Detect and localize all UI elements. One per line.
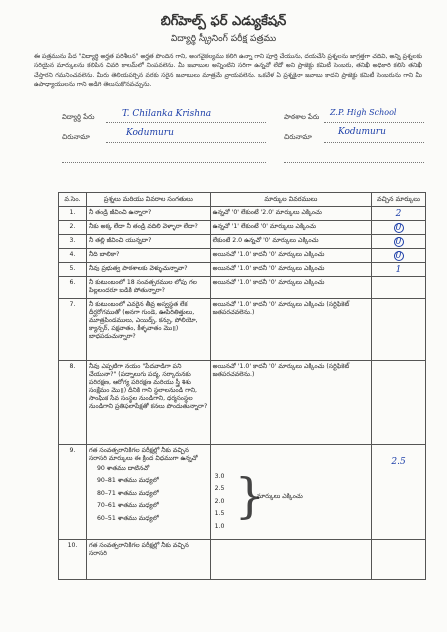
scale-value: 1.5 [214,510,225,517]
form-title: బిగ్‌హెల్ప్ ఫర్ ఎడ్యుకేషన్ [160,14,287,29]
scale-value: 3.0 [214,472,225,480]
table-row [59,249,426,263]
school-name-label: పాఠశాల పేరు [284,113,320,121]
row-marks: అయినచో '1.0' కాదనీ '0' మార్కులు ఎక్కించు [210,249,371,263]
col-header-score: వచ్చిన మార్కులు [372,193,426,207]
scale-value: 1.0 [214,522,225,530]
student-details [62,108,424,171]
scale-question: 70–61 శాతము మధ్యలో [96,502,159,509]
row-marks: అయినచో '1.0' కాదనీ '0' మార్కులు ఎక్కించు (సర్టిఫికెట్ జతపరచవలెను.) [210,361,371,445]
row-score-field[interactable] [372,540,426,580]
school-address-label: చిరునామా [284,133,312,141]
col-header-marks: మార్కుల వివరములు [210,193,371,207]
screening-table [58,192,426,580]
table-row [59,207,426,221]
row-marks: అయినచో '1.0' కాదనీ '0' మార్కులు ఎక్కించు [210,263,371,277]
row-number: 1. [59,207,87,221]
row-question: గత సంవత్సరానికిగల పరీక్షల్లో నీకు వచ్చిన సరాసరి మార్కులు ఈ క్రింద విధముగా ఉన్నచో [88,446,198,462]
scale-question: 90–81 శాతము మధ్యలో [96,477,159,484]
row-question: నీకు అక్క లేదా నీ తండ్రి వదిలి వెళ్ళారా లేదా? [86,221,210,235]
row-marks: ఉన్నచో '1' లేకుంటే '0' మార్కులు ఎక్కించు [210,221,371,235]
scale-marks [213,465,369,529]
brace-icon: } [234,467,266,524]
row-score-field[interactable] [372,277,426,299]
table-row [59,263,426,277]
form-subtitle: విద్యార్థి స్క్రీనింగ్ పరీక్ష పత్రము [170,34,277,44]
row-number: 3. [59,235,87,249]
row-score-field[interactable] [372,235,426,249]
row-number: 9. [59,445,87,540]
table-row [59,540,426,580]
table-row [59,299,426,361]
row-number: 5. [59,263,87,277]
row-number: 4. [59,249,87,263]
scale-value: 2.0 [214,497,225,505]
row-marks: లేకుంటే 2.0 ఉన్నచో '0' మార్కులు ఎక్కించు [210,235,371,249]
table-row [59,361,426,445]
form-instructions: ఈ పత్రమును పేద "విద్యార్థి అర్హత పరిశీలన" అర్హత పొందిన గాని, అంగవైకల్యము కలిగి ఉన్నా గాని పూర్తి చేయును, దయచేసి ప్రశ్నలను జాగ్రత్తగా చదివి, అన్ని ప్రశ్నలకు సరియైన మార్కులను కలిపిన చివరి కాలమ్‌లో నింపవలెను. మీ జవాబుల అన్నింటిని సరిగా ఉన్నవో లేదో అని ప్రాజెక్టు కమిటీ సెంబరు, తనిఖీ అధికారి కలిసి తనిఖీ చేస్తారని గమనించవలెను. మీరు తెలియపర్చిన వరకు సరైన జవాబులు మాత్రమే వ్రాయవలెను. ఒకవేళ ఏ ప్రశ్నకైనా జవాబు కాదని ప్రాజెక్టు కమిటీ సెంబరును గాని మీ ఉపాధ్యాయులను గాని అడిగి తెలుసుకొనవచ్చును. [34,53,422,88]
scale-question-list [89,463,208,526]
row-score-value: 0 [394,223,404,233]
scale-question: 80–71 శాతము మధ్యలో [96,489,159,497]
col-header-question: ప్రశ్నలు మరియు వివరాల సంగతులు [86,193,210,207]
row-score-value: 0 [394,237,404,247]
school-address-line-2 [284,153,424,163]
row-score-field[interactable] [372,207,426,221]
row-score-value: 2 [395,208,402,219]
scale-question: 60–51 శాతము మధ్యలో [96,514,159,522]
row-marks-cell [210,445,371,540]
school-name-field[interactable]: Z.P. High School [330,108,397,117]
table-row [59,235,426,249]
row-score-field[interactable] [372,445,426,540]
address-line-2 [62,153,266,163]
row-score-field[interactable] [372,299,426,361]
scale-value: 2.5 [214,485,225,492]
table-header-row [59,193,426,207]
table-row [59,221,426,235]
address-field[interactable]: Kodumuru [126,128,174,138]
row-question: గత సంవత్సరానికిగల పరీక్షల్లో నీకు వచ్చిన సరాసరి [86,540,210,580]
row-score-value: 1 [395,264,402,275]
scale-question: 90 శాతము దాటినచో [96,464,150,472]
row-score-field[interactable] [372,249,426,263]
scale-values [215,471,225,534]
row-question-cell [86,445,210,540]
row-number: 7. [59,299,87,361]
table-row [59,277,426,299]
row-question: నీవు ఎప్పటిగా నయం "పేదవాడిగా పని చేయునా?" (పద్నాలుగు పద్మ, సర్కారునకు పరిరక్షణ, ఆరోగ్య పరిరక్షణ మరియు స్త్రీ శిశు సంక్షేమం మొ॥) దీనికి గాని స్థలాలనుండి గాని, సాంఘిక సేవ సంస్థల నుండిగాని, ధర్మసంస్థల నుండిగాని ప్రతిఫలాపేక్షతో కనలు పొందుతున్నారా? [86,361,210,445]
row-question: నీ తల్లి జీవించి యున్నదా? [86,235,210,249]
row-question: నీవు ప్రభుత్వ పాఠశాలకు వెళ్ళుచున్నావా? [86,263,210,277]
row-question: నీ కుటుంబంలో 18 సంవత్సరముల లోపు గల పిల్లలందరూ బడికి పోతున్నారా? [86,277,210,299]
row-number: 8. [59,361,87,445]
row-marks [210,540,371,580]
row-score-value: 0 [394,251,404,261]
row-question: నీది బాలికా? [86,249,210,263]
row-number: 2. [59,221,87,235]
row-number: 10. [59,540,87,580]
row-score-value: 2.5 [391,456,406,467]
row-score-field[interactable] [372,221,426,235]
table-row [59,445,426,540]
address-label: చిరునామా [62,133,90,141]
row-number: 6. [59,277,87,299]
row-marks: అయినచో '1.0' కాదనీ '0' మార్కులు ఎక్కించు [210,277,371,299]
student-name-label: విద్యార్థి పేరు [62,113,95,121]
row-score-field[interactable] [372,361,426,445]
student-name-field[interactable]: T. Chilanka Krishna [122,109,212,119]
school-address-field[interactable]: Kodumuru [338,127,386,137]
row-question: నీ కుటుంబంలో ఎవరైన తీవ్ర అస్వస్థత లేక దీర్ఘరోగముతో (అనగా గుండె, ఊపిరితిత్తులు, మూత్రపిండములు, ఎయిడ్స్, కన్సు, పోలియో, క్యాన్సర్, పక్షవాతం, కీళ్ళవాతం మొ॥) బాధపడుచున్నారా? [86,299,210,361]
row-score-field[interactable] [372,263,426,277]
col-header-number: వ.సెం. [59,193,87,207]
row-question: నీ తండ్రి జీవించి ఉన్నారా? [86,207,210,221]
row-marks: మార్కులు ఎక్కించు [256,492,303,500]
row-marks: ఉన్నచో '0' లేకుంటే '2.0' మార్కులు ఎక్కించు [210,207,371,221]
row-marks: అయినచో '1.0' కాదనీ '0' మార్కులు ఎక్కించు (సర్టిఫికెట్ జతపరచవలెను.) [210,299,371,361]
